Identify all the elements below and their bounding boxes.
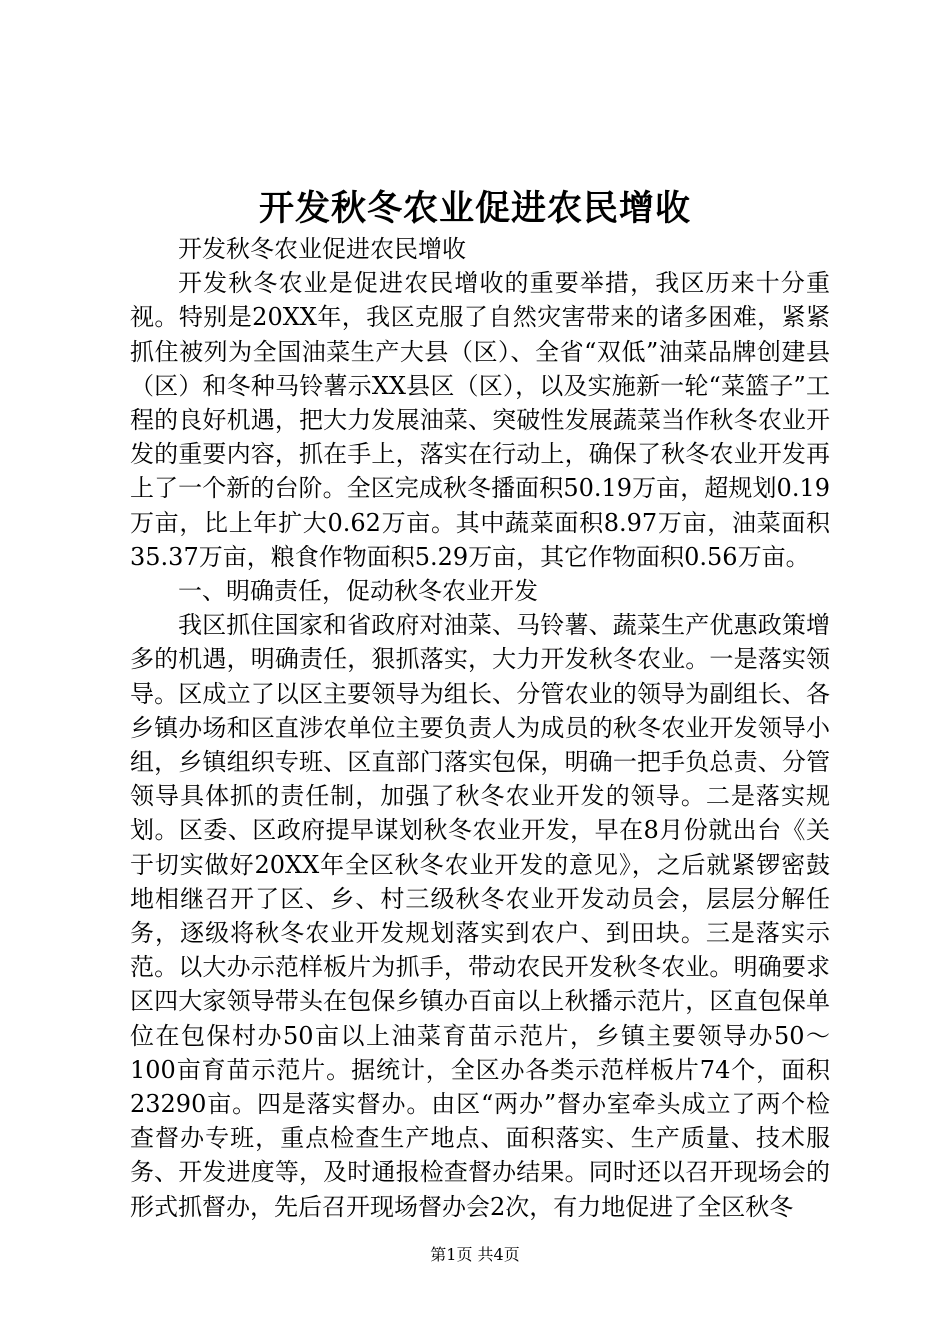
body-subtitle: 开发秋冬农业促进农民增收 xyxy=(178,235,466,263)
document-body xyxy=(130,232,830,1224)
section-heading: 一、明确责任，促动秋冬农业开发 xyxy=(178,577,538,606)
document-title: 开发秋冬农业促进农民增收 xyxy=(258,188,691,229)
body-paragraph-intro: 开发秋冬农业是促进农民增收的重要举措，我区历来十分重视。特别是20XX年，我区克服了自然灾害带来的诸多困难，紧紧抓住被列为全国油菜生产大县（区）、全省“双低”油菜品牌创建县（区）和冬种马铃薯示XX县区（区），以及实施新一轮“菜篮子”工程的良好机遇，把大力发展油菜、突破性发展蔬菜当作秋冬农业开发的重要内容，抓在手上，落实在行动上，确保了秋冬农业开发再上了一个新的台阶。全区完成秋冬播面积50.19万亩，超规划0.19万亩，比上年扩大0.62万亩。其中蔬菜面积8.97万亩，油菜面积35.37万亩，粮食作物面积5.29万亩，其它作物面积0.56万亩。 xyxy=(130,269,830,571)
body-paragraph-section-one: 我区抓住国家和省政府对油菜、马铃薯、蔬菜生产优惠政策增多的机遇，明确责任，狠抓落实，大力开发秋冬农业。一是落实领导。区成立了以区主要领导为组长、分管农业的领导为副组长、各乡镇办场和区直涉农单位主要负责人为成员的秋冬农业开发领导小组，乡镇组织专班、区直部门落实包保，明确一把手负总责、分管领导具体抓的责任制，加强了秋冬农业开发的领导。二是落实规划。区委、区政府提早谋划秋冬农业开发，早在8月份就出台《关于切实做好20XX年全区秋冬农业开发的意见》，之后就紧锣密鼓地相继召开了区、乡、村三级秋冬农业开发动员会，层层分解任务，逐级将秋冬农业开发规划落实到农户、到田块。三是落实示范。以大办示范样板片为抓手，带动农民开发秋冬农业。明确要求区四大家领导带头在包保乡镇办百亩以上秋播示范片，区直包保单位在包保村办50亩以上油菜育苗示范片，乡镇主要领导办50～100亩育苗示范片。据统计，全区办各类示范样板片74个，面积23290亩。四是落实督办。由区“两办”督办室牵头成立了两个检查督办专班，重点检查生产地点、面积落实、生产质量、技术服务、开发进度等，及时通报检查督办结果。同时还以召开现场会的形式抓督办，先后召开现场督办会2次，有力地促进了全区秋冬 xyxy=(130,611,830,1221)
page-footer: 第1页 共4页 xyxy=(430,1245,520,1264)
